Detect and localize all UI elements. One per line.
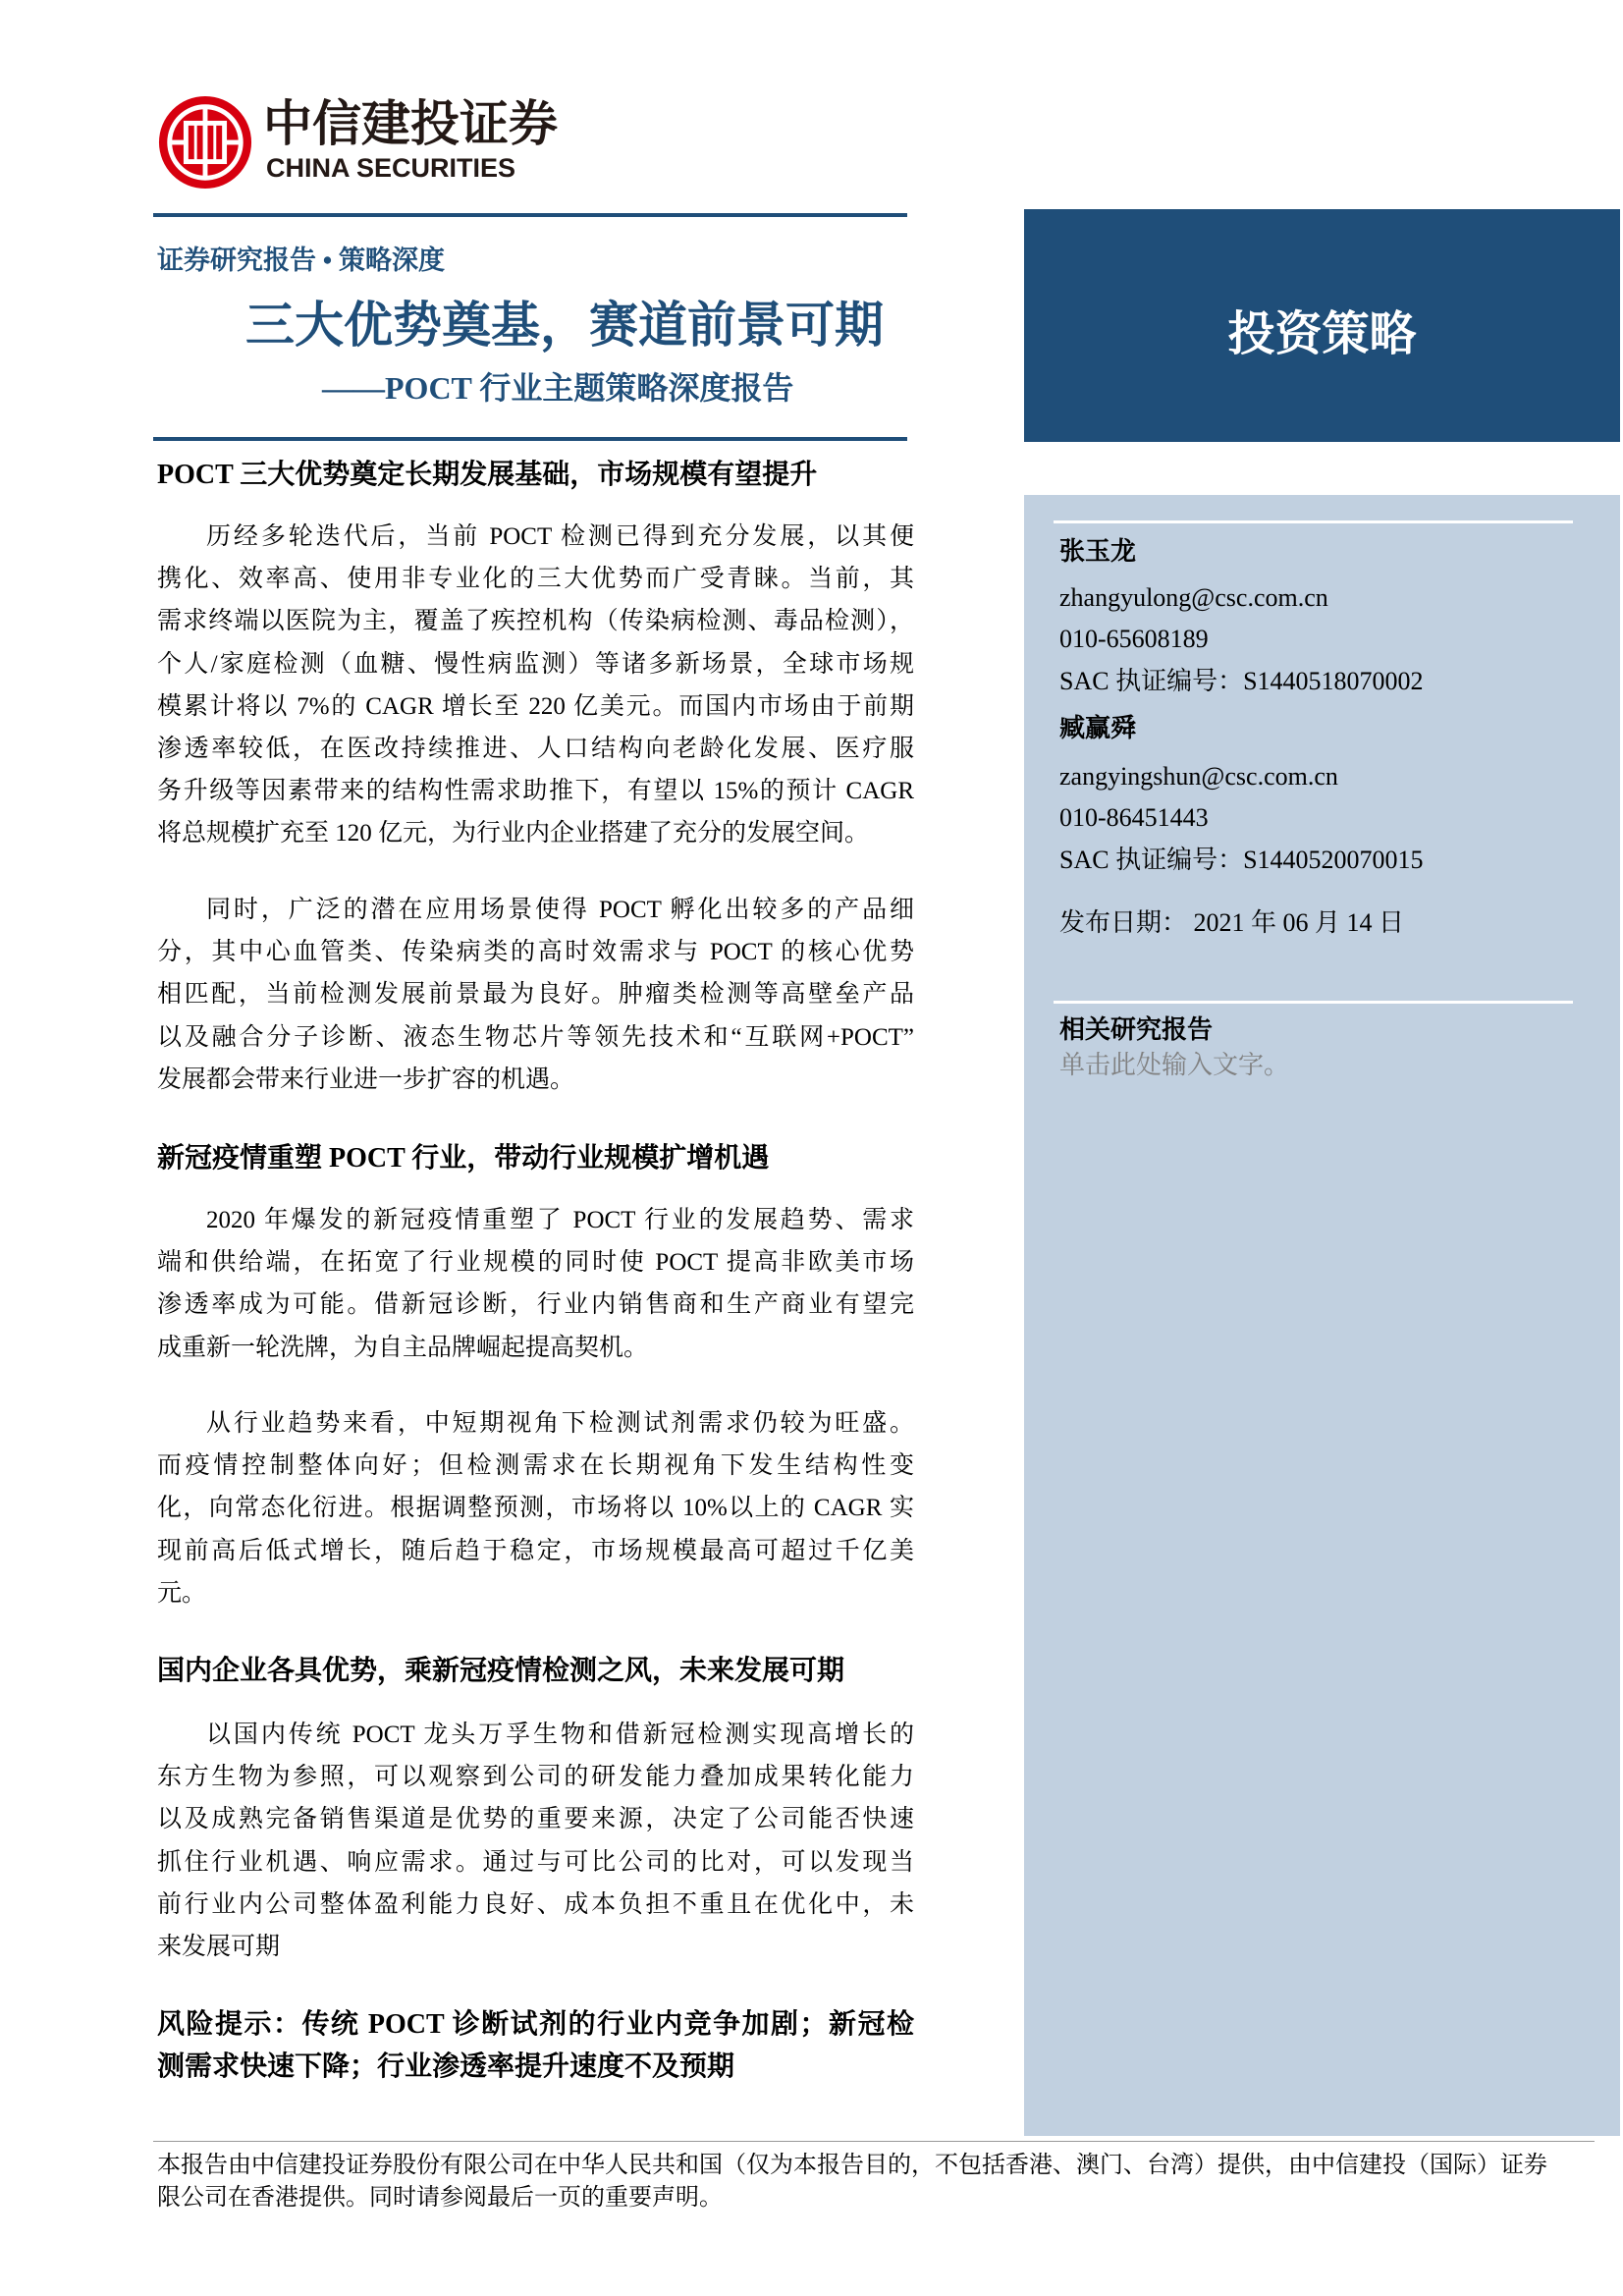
footer-disclaimer (157, 2150, 1596, 2214)
category-label: 投资策略 (1227, 306, 1417, 361)
paragraph (157, 516, 914, 855)
company-logo (157, 94, 253, 191)
paragraph-line: 携化、效率高、使用非专业化的三大优势而广受青睐。当前，其 (157, 566, 914, 593)
footer-line: 限公司在香港提供。同时请参阅最后一页的重要声明。 (157, 2185, 723, 2211)
risk-warning-line: 测需求快速下降；行业渗透率提升速度不及预期 (157, 2051, 735, 2083)
paragraph-line: 个人/家庭检测（血糖、慢性病监测）等诸多新场景，全球市场规 (157, 650, 914, 678)
paragraph-line: 以及成熟完备销售渠道是优势的重要来源，决定了公司能否快速 (157, 1806, 914, 1833)
analyst-name: 臧赢舜 (1059, 714, 1137, 742)
paragraph-line: 模累计将以 7%的 CAGR 增长至 220 亿美元。而国内市场由于前期 (157, 692, 914, 720)
paragraph-line: 抓住行业机遇、响应需求。通过与可比公司的比对，可以发现当 (157, 1848, 914, 1876)
header-top-rule (153, 213, 907, 217)
section-heading: POCT 三大优势奠定长期发展基础，市场规模有望提升 (157, 460, 818, 490)
risk-warning-line: 风险提示：传统 POCT 诊断试剂的行业内竞争加剧；新冠检 (157, 2009, 914, 2040)
paragraph (157, 1402, 914, 1614)
paragraph-line: 务升级等因素带来的结构性需求助推下，有望以 15%的预计 CAGR (157, 778, 914, 805)
paragraph-line: 元。 (157, 1579, 207, 1607)
sidebar-divider (1054, 520, 1573, 523)
paragraph-line: 现前高后低式增长，随后趋于稳定，市场规模最高可超过千亿美 (157, 1537, 914, 1564)
related-reports-placeholder[interactable]: 单击此处输入文字。 (1059, 1051, 1290, 1079)
footer-line: 本报告由中信建投证券股份有限公司在中华人民共和国（仅为本报告目的，不包括香港、澳门、台湾）提供，由中信建投（国际）证券 (157, 2153, 1547, 2178)
paragraph-line: 渗透率成为可能。借新冠诊断，行业内销售商和生产商业有望完 (157, 1291, 914, 1319)
logo-chinese-name: 中信建投证券 (263, 95, 558, 152)
paragraph-line: 以国内传统 POCT 龙头万孚生物和借新冠检测实现高增长的 (206, 1722, 914, 1748)
paragraph-line: 东方生物为参照，可以观察到公司的研发能力叠加成果转化能力 (157, 1764, 914, 1791)
paragraph-line: 化，向常态化衍进。根据调整预测，市场将以 10%以上的 CAGR 实 (157, 1495, 914, 1522)
report-subtitle: ——POCT 行业主题策略深度报告 (322, 370, 794, 406)
category-banner (1024, 209, 1620, 442)
header-bottom-rule (153, 437, 907, 441)
citic-emblem-icon (157, 94, 253, 191)
analyst-sac-number: SAC 执证编号：S1440520070015 (1059, 846, 1424, 874)
paragraph-line: 历经多轮迭代后，当前 POCT 检测已得到充分发展，以其便 (206, 523, 914, 550)
paragraph-line: 将总规模扩充至 120 亿元，为行业内企业搭建了充分的发展空间。 (157, 820, 870, 847)
paragraph-line: 2020 年爆发的新冠疫情重塑了 POCT 行业的发展趋势、需求 (206, 1207, 914, 1233)
paragraph-line: 以及融合分子诊断、液态生物芯片等领先技术和“互联网+POCT” (157, 1023, 914, 1051)
paragraph (157, 889, 914, 1101)
paragraph-line: 相匹配，当前检测发展前景最为良好。肿瘤类检测等高壁垒产品 (157, 981, 914, 1009)
paragraph-line: 渗透率较低，在医改持续推进、人口结构向老龄化发展、医疗服 (157, 735, 914, 762)
analyst-sidebar (1024, 495, 1620, 2136)
analyst-email[interactable]: zangyingshun@csc.com.cn (1059, 762, 1338, 791)
analyst-phone: 010-65608189 (1059, 625, 1209, 653)
publish-date: 发布日期： 2021 年 06 月 14 日 (1059, 908, 1405, 937)
related-reports-title: 相关研究报告 (1059, 1015, 1214, 1044)
report-title: 三大优势奠基，赛道前景可期 (245, 298, 884, 353)
section-heading: 国内企业各具优势，乘新冠疫情检测之风，未来发展可期 (157, 1656, 845, 1686)
paragraph-line: 端和供给端，在拓宽了行业规模的同时使 POCT 提高非欧美市场 (157, 1249, 914, 1277)
paragraph-line: 来发展可期 (157, 1933, 281, 1960)
analyst-sac-number: SAC 执证编号：S1440518070002 (1059, 667, 1424, 695)
analyst-name: 张玉龙 (1059, 537, 1137, 566)
paragraph (157, 1199, 914, 1369)
paragraph-line: 成重新一轮洗牌，为自主品牌崛起提高契机。 (157, 1334, 649, 1361)
paragraph-line: 从行业趋势来看，中短期视角下检测试剂需求仍较为旺盛。 (206, 1410, 914, 1437)
footer-rule (153, 2141, 1595, 2142)
paragraph-line: 而疫情控制整体向好；但检测需求在长期视角下发生结构性变 (157, 1452, 914, 1480)
paragraph-line: 分，其中心血管类、传染病类的高时效需求与 POCT 的核心优势 (157, 939, 914, 966)
risk-warning (157, 2003, 914, 2088)
paragraph-line: 发展都会带来行业进一步扩容的机遇。 (157, 1066, 575, 1093)
paragraph-line: 需求终端以医院为主，覆盖了疾控机构（传染病检测、毒品检测）， (157, 608, 914, 635)
section-heading: 新冠疫情重塑 POCT 行业，带动行业规模扩增机遇 (157, 1143, 770, 1174)
logo-english-name: CHINA SECURITIES (266, 153, 516, 183)
analyst-phone: 010-86451443 (1059, 803, 1209, 832)
sidebar-divider (1054, 1001, 1573, 1004)
paragraph-line: 前行业内公司整体盈利能力良好、成本负担不重且在优化中，未 (157, 1890, 914, 1918)
paragraph (157, 1714, 914, 1968)
paragraph-line: 同时，广泛的潜在应用场景使得 POCT 孵化出较多的产品细 (206, 897, 914, 923)
analyst-email[interactable]: zhangyulong@csc.com.cn (1059, 583, 1328, 612)
report-type-label: 证券研究报告 • 策略深度 (157, 246, 445, 275)
